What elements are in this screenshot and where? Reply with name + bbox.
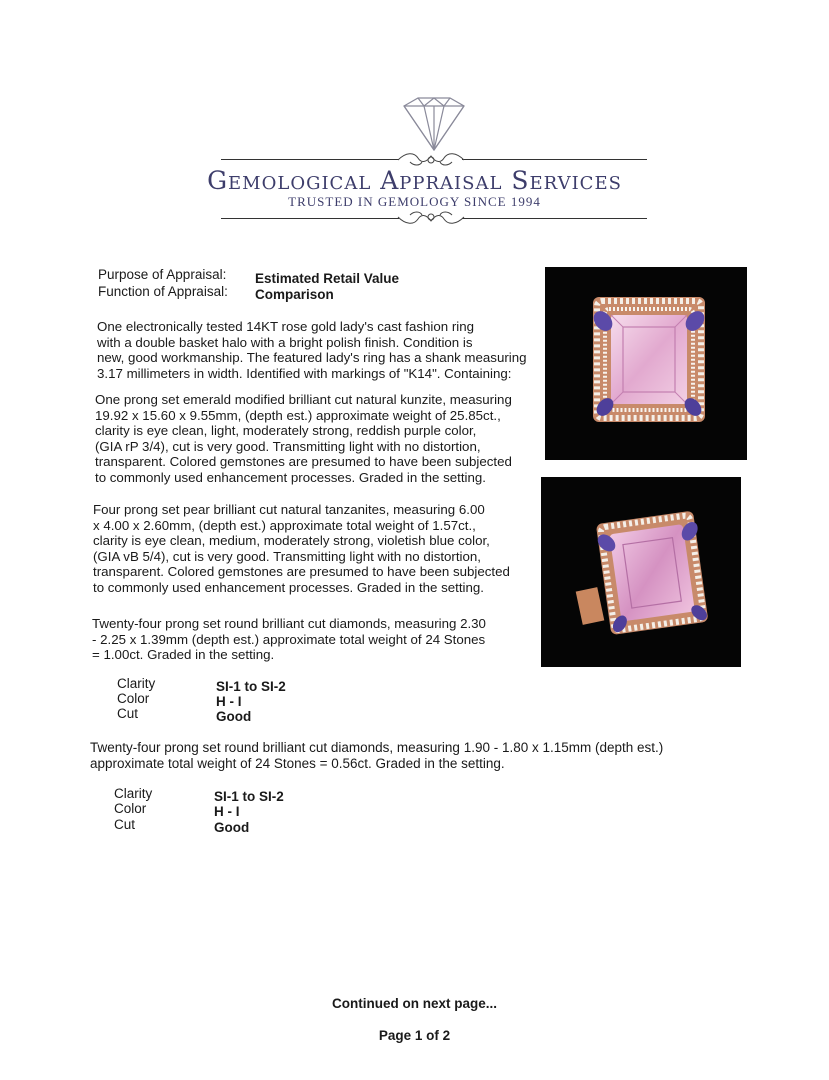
ring-photo-angled (541, 477, 741, 667)
color-value: H - I (214, 804, 240, 819)
diamond-logo-icon (394, 96, 474, 152)
company-name: Gemological Appraisal Services (207, 166, 622, 195)
function-value: Comparison (255, 287, 334, 302)
clarity-label: Clarity (114, 786, 153, 801)
text-line: Twenty-four prong set round brilliant cut diamonds, measuring 1.90 - 1.80 x 1.15mm (depth est.) (90, 740, 664, 755)
cut-label: Cut (117, 706, 139, 721)
cut-label: Cut (114, 817, 136, 832)
continued-notice: Continued on next page... (332, 996, 497, 1011)
scroll-ornament-icon (396, 207, 466, 229)
header-rule-bottom-right (462, 218, 647, 219)
cut-value: Good (216, 709, 252, 724)
text-line: with a double basket halo with a bright polish finish. Condition is (97, 334, 473, 350)
text-line: Four prong set pear brilliant cut natural tanzanites, measuring 6.00 (93, 502, 485, 517)
purpose-label: Purpose of Appraisal: (98, 267, 227, 282)
text-line: (GIA vB 5/4), cut is very good. Transmitting light with no distortion, (93, 548, 481, 564)
kunzite-description (95, 392, 512, 486)
text-line: 3.17 millimeters in width. Identified with markings of "K14". Containing: (97, 365, 512, 381)
page-number: Page 1 of 2 (378, 1028, 451, 1043)
text-line: to commonly used enhancement processes. Graded in the setting. (95, 469, 486, 485)
text-line: (GIA rP 3/4), cut is very good. Transmitting light with no distortion, (95, 438, 481, 454)
text-line: clarity is eye clean, medium, moderately strong, violetish blue color, (93, 533, 490, 549)
function-label: Function of Appraisal: (98, 284, 228, 299)
header-rule-top-right (462, 159, 647, 160)
text-line: One prong set emerald modified brilliant cut natural kunzite, measuring (95, 392, 512, 407)
text-line: 19.92 x 15.60 x 9.55mm, (depth est.) approximate weight of 25.85ct., (95, 407, 501, 423)
tanzanite-description (93, 502, 510, 596)
text-line: Twenty-four prong set round brilliant cut diamonds, measuring 2.30 (92, 616, 486, 631)
company-tagline: TRUSTED IN GEMOLOGY SINCE 1994 (288, 194, 541, 209)
ring-description (97, 319, 527, 381)
text-line: One electronically tested 14KT rose gold lady's cast fashion ring (97, 319, 475, 334)
text-line: approximate total weight of 24 Stones = 0.56ct. Graded in the setting. (90, 755, 505, 771)
diamonds-description-2 (90, 740, 663, 771)
text-line: - 2.25 x 1.39mm (depth est.) approximate total weight of 24 Stones (92, 631, 486, 647)
text-line: clarity is eye clean, light, moderately strong, reddish purple color, (95, 423, 477, 439)
text-line: = 1.00ct. Graded in the setting. (92, 647, 275, 663)
color-label: Color (117, 691, 150, 706)
text-line: x 4.00 x 2.60mm, (depth est.) approximate total weight of 1.57ct., (93, 517, 476, 533)
header-rule-bottom-left (221, 218, 399, 219)
clarity-label: Clarity (117, 676, 156, 691)
text-line: to commonly used enhancement processes. Graded in the setting. (93, 579, 484, 595)
clarity-value: SI-1 to SI-2 (214, 789, 284, 804)
cut-value: Good (214, 820, 250, 835)
text-line: new, good workmanship. The featured lady's ring has a shank measuring (97, 350, 527, 366)
header-rule-top-left (221, 159, 399, 160)
text-line: transparent. Colored gemstones are presumed to have been subjected (93, 564, 510, 580)
ring-photo-front (545, 267, 747, 460)
diamonds-description-1 (92, 616, 486, 663)
color-value: H - I (216, 694, 242, 709)
clarity-value: SI-1 to SI-2 (216, 679, 286, 694)
text-line: transparent. Colored gemstones are presumed to have been subjected (95, 454, 512, 470)
purpose-value: Estimated Retail Value (255, 271, 400, 286)
color-label: Color (114, 801, 147, 816)
